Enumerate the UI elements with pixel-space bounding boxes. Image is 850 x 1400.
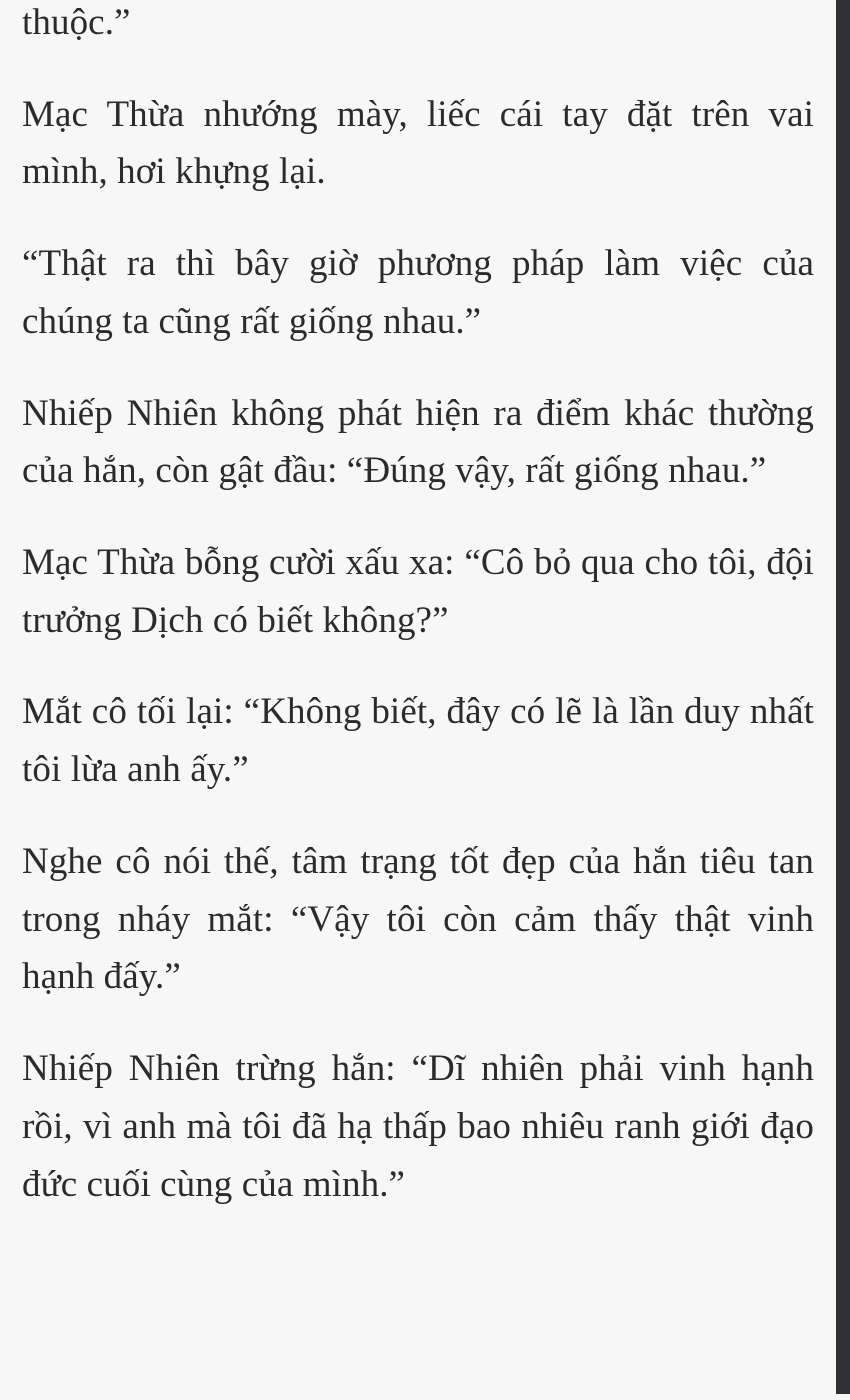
paragraph: Mạc Thừa bỗng cười xấu xa: “Cô bỏ qua cho tôi, đội trưởng Dịch có biết không?” [22, 542, 814, 641]
reader-text-content [22, 0, 828, 1213]
paragraph: “Thật ra thì bây giờ phương pháp làm việc của chúng ta cũng rất giống nhau.” [22, 243, 814, 342]
paragraph: Mắt cô tối lại: “Không biết, đây có lẽ là lần duy nhất tôi lừa anh ấy.” [22, 691, 814, 791]
paragraph: Mạc Thừa nhướng mày, liếc cái tay đặt trên vai mình, hơi khựng lại. [22, 93, 814, 193]
paragraph: Nhiếp Nhiên không phát hiện ra điểm khác thường của hắn, còn gật đầu: “Đúng vậy, rất giống nhau.” [22, 392, 814, 492]
paragraph: thuộc.” [22, 2, 131, 43]
page-edge-accent [836, 0, 850, 1394]
paragraph: Nghe cô nói thế, tâm trạng tốt đẹp của hắn tiêu tan trong nháy mắt: “Vậy tôi còn cảm thấy thật vinh hạnh đấy.” [22, 840, 814, 998]
paragraph: Nhiếp Nhiên trừng hắn: “Dĩ nhiên phải vinh hạnh rồi, vì anh mà tôi đã hạ thấp bao nhiêu ranh giới đạo đức cuối cùng của mình.” [22, 1048, 814, 1205]
